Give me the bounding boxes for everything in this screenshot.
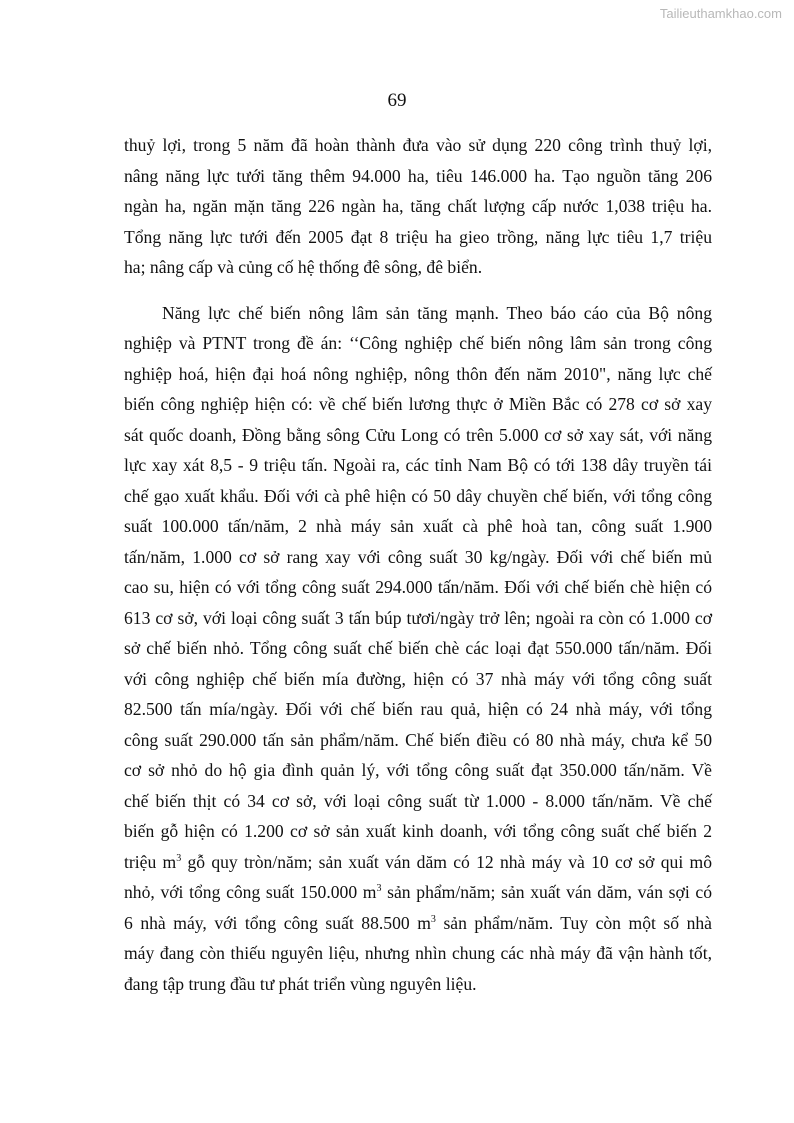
text-fragment: nhỏ, với tổng công suất 150.000 m — [124, 882, 377, 902]
superscript: 3 — [430, 913, 436, 925]
text-line: Tổng năng lực tưới đến 2005 đạt 8 triệu ha gieo trồng, năng lực tiêu 1,7 triệu — [124, 226, 712, 247]
document-body — [124, 130, 712, 999]
paragraph-irrigation — [124, 130, 712, 283]
text-line: nghiệp và PTNT trong đề án: ‘‘Công nghiệp chế biến nông lâm sản trong công — [124, 333, 712, 353]
paragraph-processing-capacity — [124, 298, 712, 1000]
text-line: đang tập trung đầu tư phát triển vùng nguyên liệu. — [124, 973, 477, 994]
text-line-with-superscript — [124, 908, 712, 939]
text-line: nghiệp hoá, hiện đại hoá nông nghiệp, nông thôn đến năm 2010", năng lực chế — [124, 363, 712, 384]
text-line: cơ sở nhỏ do hộ gia đình quản lý, với tổng công suất đạt 350.000 tấn/năm. Về — [124, 760, 712, 780]
superscript: 3 — [376, 883, 382, 894]
text-line: 613 cơ sở, với loại công suất 3 tấn búp tươi/ngày trở lên; ngoài ra còn có 1.000 cơ — [124, 607, 712, 628]
text-line: thuỷ lợi, trong 5 năm đã hoàn thành đưa vào sử dụng 220 công trình thuỷ lợi, — [124, 135, 712, 155]
superscript: 3 — [176, 852, 182, 864]
text-fragment: 6 nhà máy, với tổng công suất 88.500 m — [124, 912, 431, 933]
text-fragment: sản phẩm/năm. Tuy còn một số nhà — [435, 912, 712, 933]
text-line: sở chế biến nhỏ. Tổng công suất chế biến chè các loại đạt 550.000 tấn/năm. Đối — [124, 638, 712, 658]
text-line: ha; nâng cấp và củng cố hệ thống đê sông, đê biển. — [124, 257, 483, 277]
text-fragment: triệu m — [124, 851, 177, 872]
text-fragment: gỗ quy tròn/năm; sản xuất ván dăm có 12 nhà máy và 10 cơ sở qui mô — [181, 851, 712, 872]
watermark: Tailieuthamkhao.com — [659, 6, 782, 21]
text-line: công suất 290.000 tấn sản phẩm/năm. Chế biến điều có 80 nhà máy, chưa kể 50 — [124, 729, 712, 750]
text-line: với công nghiệp chế biến mía đường, hiện có 37 nhà máy với tổng công suất — [124, 668, 712, 689]
text-line: sát quốc doanh, Đồng bằng sông Cửu Long có trên 5.000 cơ sở xay sát, với năng — [124, 424, 712, 445]
text-line: suất 100.000 tấn/năm, 2 nhà máy sản xuất cà phê hoà tan, công suất 1.900 — [124, 516, 712, 536]
text-line: biến gỗ hiện có 1.200 cơ sở sản xuất kinh doanh, với tổng công suất chế biến 2 — [124, 821, 712, 841]
text-line: biến công nghiệp hiện có: về chế biến lương thực ở Miền Bắc có 278 cơ sở xay — [124, 394, 712, 414]
page-number: 69 — [387, 90, 407, 111]
text-line: cao su, hiện có với tổng công suất 294.000 tấn/năm. Đối với chế biến chè hiện có — [124, 577, 712, 597]
text-line: chế gạo xuất khẩu. Đối với cà phê hiện có 50 dây chuyền chế biến, với tổng công — [124, 485, 712, 506]
text-line: chế biến thịt có 34 cơ sở, với loại công suất từ 1.000 - 8.000 tấn/năm. Về chế — [124, 790, 712, 811]
text-line: Năng lực chế biến nông lâm sản tăng mạnh. Theo báo cáo của Bộ nông — [162, 302, 712, 323]
text-line: tấn/năm, 1.000 cơ sở rang xay với công suất 30 kg/ngày. Đối với chế biến mủ — [124, 546, 712, 567]
text-line-with-superscript — [124, 877, 712, 908]
text-line: 82.500 tấn mía/ngày. Đối với chế biến rau quả, hiện có 24 nhà máy, với tổng — [124, 699, 712, 719]
text-fragment: sản phẩm/năm; sản xuất ván dăm, ván sợi có — [381, 882, 712, 902]
text-line: nâng năng lực tưới tăng thêm 94.000 ha, tiêu 146.000 ha. Tạo nguồn tăng 206 — [124, 165, 712, 186]
text-line: ngàn ha, ngăn mặn tăng 226 ngàn ha, tăng chất lượng cấp nước 1,038 triệu ha. — [124, 196, 712, 216]
text-line: máy đang còn thiếu nguyên liệu, nhưng nhìn chung các nhà máy đã vận hành tốt, — [124, 943, 712, 963]
text-line: lực xay xát 8,5 - 9 triệu tấn. Ngoài ra, các tỉnh Nam Bộ có tới 138 dây truyền tái — [124, 455, 712, 475]
text-line-with-superscript — [124, 847, 712, 878]
